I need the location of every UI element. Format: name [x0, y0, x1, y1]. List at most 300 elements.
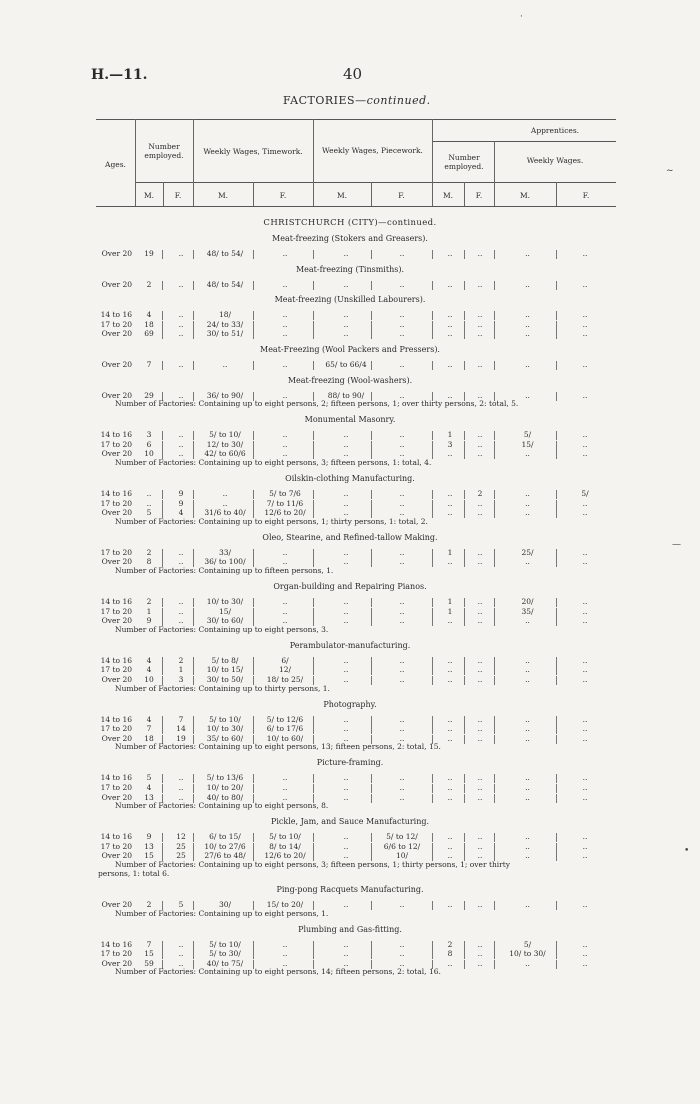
- female-count: ..: [178, 958, 184, 968]
- timework-female: ..: [282, 329, 288, 339]
- apprentice-wages-female: ..: [582, 773, 588, 783]
- male-count: 15: [144, 851, 154, 861]
- female-count: 19: [176, 733, 186, 743]
- document-code: H.—11.: [91, 67, 148, 83]
- column-rule: [162, 361, 163, 370]
- apprentice-male-count: ..: [447, 724, 453, 734]
- female-count: ..: [178, 606, 184, 616]
- factories-note: Number of Factories: Containing up to eight persons, 2; fifteen persons, 1; over thirty persons, 2: total, 5.: [115, 399, 519, 409]
- age-cell: 14 to 16: [100, 832, 132, 842]
- column-rule: [556, 330, 557, 339]
- apprentice-male-count: ..: [447, 665, 453, 675]
- piecework-male: ..: [343, 430, 349, 440]
- column-rule: [556, 676, 557, 685]
- column-rule: [494, 558, 495, 567]
- section-title: Monumental Masonry.: [304, 415, 396, 425]
- apprentice-male-count: ..: [447, 841, 453, 851]
- female-count: ..: [178, 449, 184, 459]
- apprentice-wages-male: ..: [525, 733, 530, 743]
- section-title: Picture-framing.: [316, 758, 384, 768]
- piecework-male: 65/ to 66/4: [325, 360, 367, 369]
- col-app-wages: Weekly Wages.: [526, 156, 584, 165]
- male-count: 4: [146, 714, 152, 724]
- apprentice-female-count: ..: [477, 449, 483, 459]
- table-row: [0, 940, 700, 950]
- apprentice-wages-female: ..: [582, 498, 588, 508]
- female-count: 5: [178, 900, 184, 909]
- apprentice-wages-male: ..: [525, 279, 530, 289]
- apprentice-male-count: ..: [447, 557, 453, 567]
- table-row: [0, 783, 700, 793]
- apprentice-female-count: ..: [477, 958, 483, 968]
- apprentice-male-count: 1: [447, 606, 453, 616]
- apprentice-female-count: ..: [477, 616, 483, 626]
- timework-female: ..: [282, 949, 288, 959]
- piecework-male: ..: [343, 724, 349, 734]
- age-cell: Over 20: [101, 675, 132, 684]
- piecework-male: ..: [343, 508, 349, 518]
- column-rule: [494, 960, 495, 969]
- male-count: 59: [144, 958, 154, 968]
- col-piecework: Weekly Wages, Piecework.: [322, 146, 423, 155]
- piecework-male: ..: [343, 310, 349, 320]
- column-rule: [371, 617, 372, 626]
- female-count: ..: [178, 597, 184, 606]
- apprentice-female-count: ..: [477, 714, 483, 724]
- col-f: F.: [174, 191, 182, 200]
- column-rule: [494, 901, 495, 910]
- factories-note: Number of Factories: Containing up to fifteen persons, 1.: [115, 566, 334, 575]
- female-count: ..: [178, 792, 184, 802]
- piecework-male: ..: [343, 439, 349, 449]
- apprentice-male-count: 1: [447, 430, 453, 440]
- piecework-female: ..: [399, 449, 405, 459]
- male-count: 2: [146, 900, 152, 909]
- piecework-male: ..: [343, 851, 349, 861]
- age-cell: Over 20: [101, 360, 132, 369]
- age-cell: Over 20: [101, 616, 132, 626]
- timework-male: 31/6 to 40/: [204, 508, 246, 518]
- timework-male: 40/ to 75/: [206, 958, 244, 968]
- age-cell: Over 20: [101, 329, 132, 339]
- age-cell: Over 20: [101, 249, 132, 258]
- piecework-male: ..: [343, 489, 349, 498]
- timework-female: 10/ to 60/: [266, 733, 304, 743]
- apprentice-female-count: ..: [477, 675, 483, 684]
- piecework-female: ..: [399, 489, 405, 498]
- age-cell: Over 20: [101, 733, 132, 743]
- piecework-female: ..: [399, 655, 405, 665]
- piecework-male: ..: [343, 714, 349, 724]
- piecework-female: ..: [399, 439, 405, 449]
- timework-female: ..: [282, 390, 288, 400]
- piecework-male: ..: [343, 498, 349, 508]
- male-count: 9: [146, 832, 152, 842]
- male-count: 29: [144, 390, 154, 400]
- timework-male: 10/ to 20/: [206, 783, 244, 792]
- age-cell: Over 20: [101, 279, 132, 289]
- apprentice-wages-female: ..: [582, 733, 588, 743]
- apprentice-male-count: ..: [447, 249, 453, 258]
- column-rule: [193, 250, 194, 259]
- col-app-number: Number employed.: [444, 153, 484, 171]
- age-cell: 17 to 20: [100, 724, 132, 734]
- age-cell: 14 to 16: [100, 655, 132, 665]
- timework-female: 5/ to 12/6: [266, 714, 304, 724]
- apprentice-wages-female: ..: [582, 939, 588, 949]
- female-count: ..: [178, 547, 184, 557]
- scan-mark: —: [672, 540, 681, 550]
- piecework-female: ..: [399, 733, 405, 743]
- age-cell: Over 20: [101, 508, 132, 518]
- piecework-female: ..: [399, 360, 405, 369]
- timework-male: 42/ to 60/6: [204, 449, 246, 459]
- male-count: 13: [144, 792, 154, 802]
- female-count: ..: [178, 439, 184, 449]
- apprentice-wages-male: ..: [525, 310, 530, 320]
- column-rule: [313, 250, 314, 259]
- timework-male: 10/ to 27/6: [204, 841, 246, 851]
- column-rule: [432, 250, 433, 259]
- scan-mark: •: [684, 846, 690, 856]
- female-count: 14: [176, 724, 186, 734]
- apprentice-female-count: ..: [477, 390, 483, 400]
- male-count: 7: [146, 939, 152, 949]
- column-rule: [494, 250, 495, 259]
- header-rule-bottom: [96, 206, 616, 207]
- timework-male: 30/ to 50/: [206, 675, 244, 684]
- timework-male: 24/ to 33/: [206, 319, 244, 329]
- timework-female: ..: [282, 249, 288, 258]
- piecework-male: ..: [343, 557, 349, 567]
- piecework-male: ..: [343, 733, 349, 743]
- apprentice-female-count: ..: [477, 360, 483, 369]
- apprentice-female-count: ..: [477, 665, 483, 675]
- factories-note: Number of Factories: Containing up to eight persons, 1.: [115, 908, 329, 918]
- column-rule: [494, 281, 495, 290]
- age-cell: 17 to 20: [100, 547, 132, 557]
- female-count: ..: [178, 279, 184, 289]
- apprentice-female-count: ..: [477, 949, 483, 959]
- age-cell: Over 20: [101, 851, 132, 861]
- piecework-male: ..: [343, 958, 349, 968]
- timework-male: 5/ to 10/: [209, 939, 241, 949]
- apprentice-wages-male: ..: [525, 655, 530, 665]
- column-rule: [556, 558, 557, 567]
- piecework-female: ..: [399, 319, 405, 329]
- column-rule: [432, 281, 433, 290]
- col-m: M.: [519, 191, 531, 200]
- col-m: M.: [336, 191, 348, 200]
- male-count: 10: [144, 449, 154, 459]
- piecework-female: ..: [399, 329, 405, 339]
- apprentice-wages-female: ..: [582, 616, 588, 626]
- age-cell: Over 20: [101, 557, 132, 567]
- piecework-male: ..: [343, 616, 349, 626]
- apprentice-wages-female: ..: [582, 783, 588, 792]
- apprentice-female-count: ..: [477, 792, 483, 802]
- table-row: [0, 489, 700, 499]
- column-rule: [432, 617, 433, 626]
- male-count: 15: [144, 949, 154, 959]
- female-count: 1: [178, 665, 184, 675]
- piecework-male: ..: [343, 792, 349, 802]
- apprentice-wages-male: ..: [525, 714, 530, 724]
- column-rule: [162, 330, 163, 339]
- age-cell: Over 20: [101, 900, 132, 909]
- apprentice-male-count: 8: [447, 949, 453, 959]
- table-row: [0, 675, 700, 685]
- timework-male: 30/: [218, 900, 232, 909]
- apprentice-female-count: ..: [477, 279, 483, 289]
- male-count: 7: [146, 360, 152, 369]
- apprentice-male-count: ..: [447, 714, 453, 724]
- table-row: [0, 440, 700, 450]
- timework-female: 5/ to 7/6: [269, 489, 301, 498]
- apprentice-female-count: ..: [477, 547, 483, 557]
- apprentice-male-count: ..: [447, 783, 453, 792]
- header-rule-mf: [135, 182, 616, 183]
- section-title: Pickle, Jam, and Sauce Manufacturing.: [270, 817, 430, 827]
- piecework-female: 5/ to 12/: [386, 832, 418, 842]
- piecework-male: ..: [343, 832, 349, 842]
- apprentice-male-count: ..: [447, 360, 453, 369]
- apprentice-wages-male: ..: [525, 724, 530, 734]
- piecework-male: ..: [343, 547, 349, 557]
- male-count: ..: [146, 489, 152, 498]
- apprentice-wages-female: ..: [582, 597, 588, 606]
- apprentice-male-count: ..: [447, 773, 453, 783]
- timework-female: ..: [282, 319, 288, 329]
- apprentice-wages-female: ..: [582, 547, 588, 557]
- apprentice-male-count: ..: [447, 616, 453, 626]
- piecework-female: ..: [399, 675, 405, 684]
- timework-female: 12/: [278, 665, 292, 675]
- column-rule: [494, 735, 495, 744]
- apprentice-wages-female: ..: [582, 665, 588, 675]
- age-cell: 17 to 20: [100, 606, 132, 616]
- apprentice-wages-female: ..: [582, 958, 588, 968]
- column-rule: [556, 617, 557, 626]
- piecework-male: ..: [343, 783, 349, 792]
- apprentice-female-count: ..: [477, 439, 483, 449]
- apprentice-wages-female: ..: [582, 606, 588, 616]
- column-rule: [464, 794, 465, 803]
- apprentice-male-count: ..: [447, 900, 453, 909]
- male-count: 2: [146, 547, 152, 557]
- male-count: 8: [146, 557, 152, 567]
- column-rule: [464, 361, 465, 370]
- column-rule: [464, 901, 465, 910]
- timework-male: 5/ to 10/: [209, 714, 241, 724]
- apprentice-male-count: ..: [447, 319, 453, 329]
- column-rule: [464, 735, 465, 744]
- apprentice-female-count: ..: [477, 310, 483, 320]
- timework-female: ..: [282, 773, 288, 783]
- page-number: 40: [343, 65, 363, 83]
- female-count: ..: [178, 360, 184, 369]
- apprentice-wages-female: ..: [582, 557, 588, 567]
- column-rule: [556, 901, 557, 910]
- piecework-female: ..: [399, 430, 405, 440]
- table-row: [0, 548, 700, 558]
- column-rule: [556, 509, 557, 518]
- column-rule: [371, 330, 372, 339]
- col-m: M.: [217, 191, 229, 200]
- apprentice-wages-male: ..: [525, 675, 530, 684]
- apprentice-female-count: ..: [477, 319, 483, 329]
- apprentice-wages-female: ..: [582, 430, 588, 440]
- column-rule: [464, 960, 465, 969]
- piecework-female: ..: [399, 498, 405, 508]
- piecework-female: ..: [399, 958, 405, 968]
- column-rule: [371, 361, 372, 370]
- apprentice-male-count: ..: [447, 279, 453, 289]
- apprentice-wages-female: ..: [582, 360, 588, 369]
- timework-male: ..: [222, 498, 228, 508]
- col-ages: Ages.: [105, 160, 126, 169]
- timework-male: 10/ to 30/: [206, 724, 244, 734]
- apprentice-male-count: ..: [447, 390, 453, 400]
- male-count: 69: [144, 329, 154, 339]
- apprentice-female-count: ..: [477, 557, 483, 567]
- column-rule: [371, 901, 372, 910]
- column-rule: [432, 558, 433, 567]
- column-rule: [494, 361, 495, 370]
- piecework-male: ..: [343, 249, 349, 258]
- title-continued: continued.: [366, 94, 431, 107]
- apprentice-female-count: ..: [477, 498, 483, 508]
- age-cell: Over 20: [101, 449, 132, 459]
- column-rule: [556, 450, 557, 459]
- apprentice-wages-female: ..: [582, 832, 588, 842]
- apprentice-female-count: 2: [477, 489, 483, 498]
- timework-female: ..: [282, 616, 288, 626]
- timework-male: ..: [222, 360, 228, 369]
- male-count: 2: [146, 597, 152, 606]
- apprentice-male-count: ..: [447, 792, 453, 802]
- column-rule: [432, 330, 433, 339]
- female-count: ..: [178, 249, 184, 258]
- section-title: Oilskin-clothing Manufacturing.: [285, 474, 415, 483]
- column-rule: [556, 960, 557, 969]
- age-cell: 14 to 16: [100, 714, 132, 724]
- apprentice-male-count: 1: [447, 597, 453, 606]
- male-count: 4: [146, 655, 152, 665]
- age-cell: Over 20: [101, 390, 132, 400]
- apprentice-male-count: 3: [447, 439, 453, 449]
- piecework-male: ..: [343, 655, 349, 665]
- column-rule: [432, 901, 433, 910]
- column-rule: [464, 617, 465, 626]
- apprentice-wages-female: ..: [582, 439, 588, 449]
- piecework-female: ..: [399, 724, 405, 734]
- apprentice-wages-male: ..: [525, 360, 530, 369]
- scan-mark: ·: [520, 12, 523, 22]
- apprentice-male-count: ..: [447, 489, 453, 498]
- section-title: Oleo, Stearine, and Refined-tallow Making.: [262, 532, 438, 542]
- factories-note: Number of Factories: Containing up to eight persons, 3; fifteen persons, 1; thirty persons, 1; over thirty: [115, 860, 511, 869]
- column-rule: [432, 676, 433, 685]
- apprentice-wages-male: ..: [525, 249, 530, 258]
- timework-female: 18/ to 25/: [266, 675, 304, 684]
- column-rule: [494, 794, 495, 803]
- female-count: 9: [178, 489, 184, 498]
- female-count: 25: [176, 841, 186, 851]
- timework-male: 10/ to 15/: [206, 665, 244, 675]
- age-cell: 17 to 20: [100, 949, 132, 959]
- col-timework: Weekly Wages, Timework.: [203, 147, 303, 156]
- age-cell: 14 to 16: [100, 773, 132, 783]
- timework-female: ..: [282, 783, 288, 792]
- column-rule: [464, 281, 465, 290]
- apprentice-wages-male: 15/: [521, 439, 534, 449]
- table-row: [0, 616, 700, 626]
- apprentice-wages-male: ..: [525, 616, 530, 626]
- piecework-male: ..: [343, 329, 349, 339]
- column-rule: [556, 794, 557, 803]
- apprentice-wages-male: 20/: [521, 597, 534, 606]
- column-rule: [193, 330, 194, 339]
- timework-male: 40/ to 80/: [206, 792, 244, 802]
- male-count: 1: [146, 606, 152, 616]
- timework-female: ..: [282, 606, 288, 616]
- apprentice-female-count: ..: [477, 733, 483, 743]
- timework-female: ..: [282, 449, 288, 459]
- section-title: Perambulator-manufacturing.: [289, 640, 411, 650]
- female-count: ..: [178, 949, 184, 959]
- table-row: [0, 607, 700, 617]
- apprentice-wages-male: 5/: [523, 939, 532, 949]
- apprentice-female-count: ..: [477, 655, 483, 665]
- column-rule: [313, 281, 314, 290]
- piecework-female: ..: [399, 939, 405, 949]
- factories-note: Number of Factories: Containing up to thirty persons, 1.: [115, 683, 330, 693]
- apprentice-wages-male: ..: [525, 783, 530, 792]
- timework-male: 33/: [218, 547, 232, 557]
- table-row: [0, 832, 700, 842]
- timework-female: ..: [282, 557, 288, 567]
- column-rule: [432, 450, 433, 459]
- timework-male: 5/ to 8/: [211, 655, 239, 665]
- piecework-female: ..: [399, 665, 405, 675]
- column-rule: [494, 676, 495, 685]
- apprentice-wages-male: ..: [525, 498, 530, 508]
- column-rule: [464, 450, 465, 459]
- timework-female: ..: [282, 597, 288, 606]
- apprentice-male-count: ..: [447, 498, 453, 508]
- timework-female: ..: [282, 792, 288, 802]
- table-row: [0, 430, 700, 440]
- column-rule: [193, 281, 194, 290]
- piecework-male: ..: [343, 665, 349, 675]
- factories-note: Number of Factories: Containing up to eight persons, 3.: [115, 624, 329, 634]
- age-cell: 17 to 20: [100, 665, 132, 675]
- female-count: 4: [178, 508, 184, 518]
- section-title: Photography.: [323, 699, 377, 709]
- piecework-female: ..: [399, 279, 405, 289]
- timework-female: 6/ to 17/6: [266, 724, 304, 734]
- column-rule: [494, 450, 495, 459]
- column-rule: [253, 361, 254, 370]
- section-title: Meat-freezing (Unskilled Labourers).: [274, 295, 426, 305]
- factories-note: Number of Factories: Containing up to eight persons, 13; fifteen persons, 2: total, 15.: [115, 742, 441, 752]
- apprentice-wages-female: 5/: [581, 489, 589, 498]
- timework-female: ..: [282, 939, 288, 949]
- column-rule: [371, 676, 372, 685]
- female-count: ..: [178, 557, 184, 567]
- male-count: 5: [146, 508, 152, 518]
